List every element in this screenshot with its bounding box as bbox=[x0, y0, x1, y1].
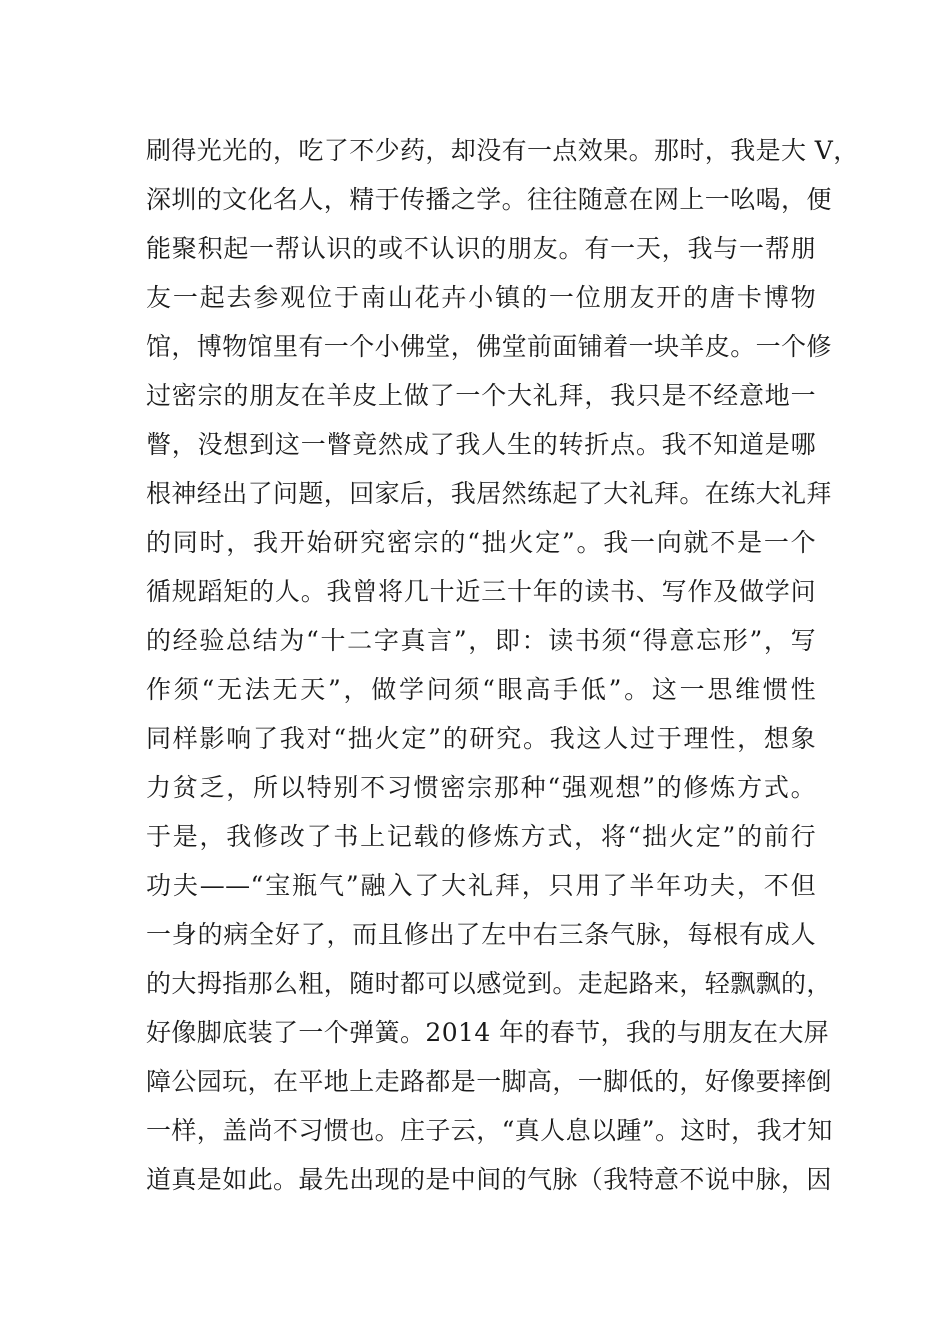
text-line: 瞥，没想到这一瞥竟然成了我人生的转折点。我不知道是哪 bbox=[146, 430, 816, 459]
text-line: 深圳的文化名人，精于传播之学。往往随意在网上一吆喝，便 bbox=[146, 185, 832, 214]
text-line: 一身的病全好了，而且修出了左中右三条气脉，每根有成人 bbox=[146, 920, 816, 949]
body-text bbox=[146, 126, 859, 1204]
text-line: 循规蹈矩的人。我曾将几十近三十年的读书、写作及做学问 bbox=[146, 577, 816, 606]
text-line: 好像脚底装了一个弹簧。2014 年的春节，我的与朋友在大屏 bbox=[146, 1018, 830, 1047]
text-line: 过密宗的朋友在羊皮上做了一个大礼拜，我只是不经意地一 bbox=[146, 381, 816, 410]
text-line: 道真是如此。最先出现的是中间的气脉（我特意不说中脉，因 bbox=[146, 1165, 832, 1194]
text-line: 根神经出了问题，回家后，我居然练起了大礼拜。在练大礼拜 bbox=[146, 479, 832, 508]
text-line: 功夫——“宝瓶气”融入了大礼拜，只用了半年功夫，不但 bbox=[146, 871, 816, 900]
text-line: 于是，我修改了书上记载的修炼方式，将“拙火定”的前行 bbox=[146, 822, 816, 851]
text-line: 的同时，我开始研究密宗的“拙火定”。我一向就不是一个 bbox=[146, 528, 816, 557]
text-line: 一样，盖尚不习惯也。庄子云，“真人息以踵”。这时，我才知 bbox=[146, 1116, 833, 1145]
text-line: 馆，博物馆里有一个小佛堂，佛堂前面铺着一块羊皮。一个修 bbox=[146, 332, 832, 361]
text-line: 力贫乏，所以特别不习惯密宗那种“强观想”的修炼方式。 bbox=[146, 773, 816, 802]
text-line: 刷得光光的，吃了不少药，却没有一点效果。那时，我是大 V， bbox=[146, 136, 859, 165]
text-line: 的经验总结为“十二字真言”，即：读书须“得意忘形”，写 bbox=[146, 626, 816, 655]
text-line: 作须“无法无天”，做学问须“眼高手低”。这一思维惯性 bbox=[146, 675, 816, 704]
text-line: 同样影响了我对“拙火定”的研究。我这人过于理性，想象 bbox=[146, 724, 816, 753]
text-line: 能聚积起一帮认识的或不认识的朋友。有一天，我与一帮朋 bbox=[146, 234, 816, 263]
text-line: 障公园玩，在平地上走路都是一脚高，一脚低的，好像要摔倒 bbox=[146, 1067, 832, 1096]
text-line: 友一起去参观位于南山花卉小镇的一位朋友开的唐卡博物 bbox=[146, 283, 816, 312]
text-line: 的大拇指那么粗，随时都可以感觉到。走起路来，轻飘飘的， bbox=[146, 969, 832, 998]
